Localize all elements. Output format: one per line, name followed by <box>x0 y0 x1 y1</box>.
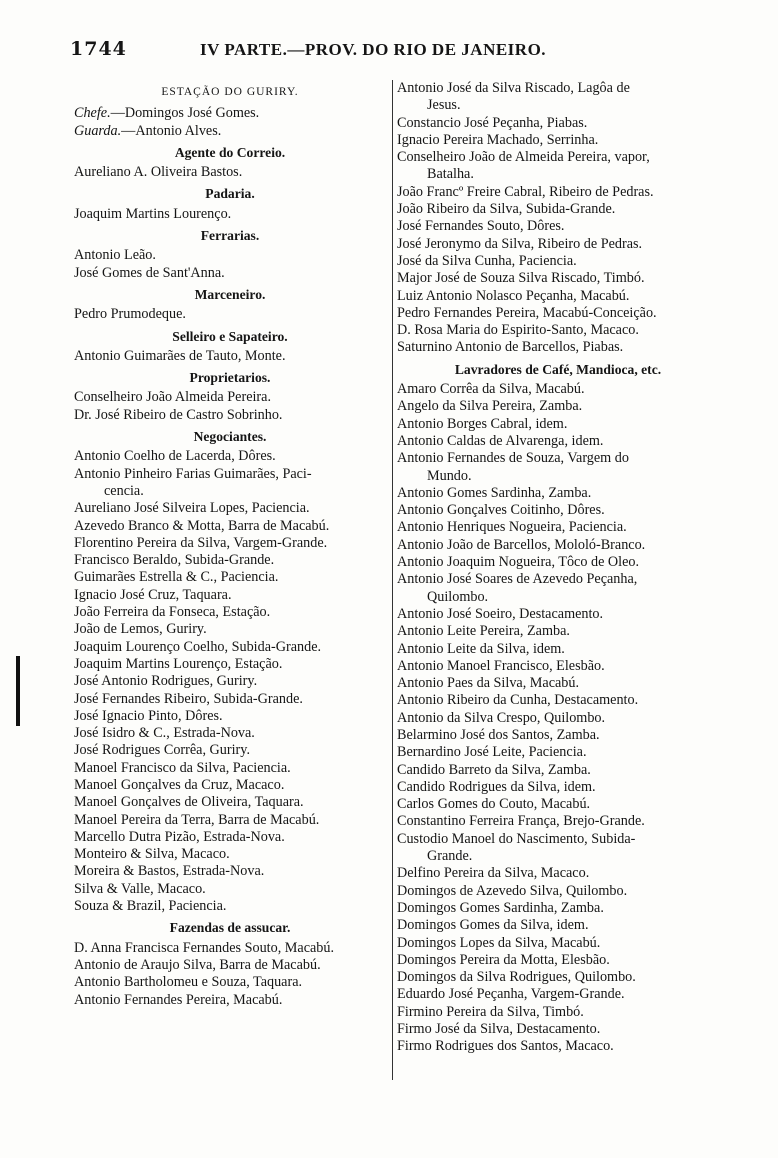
list-item: Domingos Gomes Sardinha, Zamba. <box>397 899 604 916</box>
list-item: José Antonio Rodrigues, Guriry. <box>74 673 258 690</box>
list-item: Marcello Dutra Pizão, Estrada-Nova. <box>74 828 285 845</box>
list-item: Angelo da Silva Pereira, Zamba. <box>397 398 583 415</box>
page-number: 1744 <box>70 38 127 60</box>
ferrarias-heading: Ferrarias. <box>200 228 260 244</box>
fazendas-list <box>74 940 386 1009</box>
page-header <box>70 36 720 66</box>
agente-heading: Agente do Correio. <box>174 144 286 160</box>
negociantes-list <box>74 448 386 915</box>
list-item: Manoel Gonçalves de Oliveira, Taquara. <box>74 794 304 811</box>
list-item: Ignacio José Cruz, Taquara. <box>74 586 232 603</box>
list-item: Domingos Gomes da Silva, idem. <box>397 917 589 934</box>
list-item: Antonio José Soeiro, Destacamento. <box>397 605 604 622</box>
list-item: João de Lemos, Guriry. <box>74 621 207 638</box>
list-item: Antonio João de Barcellos, Mololó-Branco. <box>397 536 646 553</box>
list-item: Domingos Pereira da Motta, Elesbão. <box>397 951 610 968</box>
list-item: Candido Barreto da Silva, Zamba. <box>397 761 591 778</box>
running-title: IV PARTE.—PROV. DO RIO DE JANEIRO. <box>200 40 547 59</box>
padaria-heading: Padaria. <box>205 186 255 202</box>
list-item: Joaquim Martins Lourenço, Estação. <box>74 655 283 672</box>
list-item: José Fernandes Ribeiro, Subida-Grande. <box>74 690 303 707</box>
negociantes-heading: Negociantes. <box>193 429 267 445</box>
station-heading: ESTAÇÃO DO GURIRY. <box>161 86 299 98</box>
list-item: José Ignacio Pinto, Dôres. <box>74 707 223 724</box>
list-item: João Ferreira da Fonseca, Estação. <box>74 604 271 621</box>
list-item: Antonio Gonçalves Coitinho, Dôres. <box>397 502 605 519</box>
list-item: Conselheiro João de Almeida Pereira, vapor, <box>397 149 650 166</box>
list-item: Antonio Guimarães de Tauto, Monte. <box>74 347 286 364</box>
list-item: Antonio Fernandes Pereira, Macabú. <box>74 991 283 1008</box>
list-item: Antonio Fernandes de Souza, Vargem do <box>397 450 629 467</box>
list-item: Constantino Ferreira França, Brejo-Grande. <box>397 813 645 830</box>
list-item: D. Rosa Maria do Espirito-Santo, Macaco. <box>397 322 639 339</box>
list-item: Delfino Pereira da Silva, Macaco. <box>397 865 590 882</box>
selleiro-heading: Selleiro e Sapateiro. <box>172 328 288 344</box>
lavradores-list <box>397 381 719 1056</box>
list-item: Domingos de Azevedo Silva, Quilombo. <box>397 882 628 899</box>
list-item: José Fernandes Souto, Dôres. <box>397 218 565 235</box>
list-item: Antonio Coelho de Lacerda, Dôres. <box>74 448 276 465</box>
list-item: Aureliano José Silveira Lopes, Paciencia. <box>74 500 310 517</box>
list-item: Pedro Fernandes Pereira, Macabú-Conceição. <box>397 304 657 321</box>
list-item: cencia. <box>104 482 144 499</box>
list-item: Joaquim Lourenço Coelho, Subida-Grande. <box>74 638 322 655</box>
list-item: José Rodrigues Corrêa, Guriry. <box>74 742 250 759</box>
list-item: João Francº Freire Cabral, Ribeiro de Pedras. <box>397 183 654 200</box>
list-item: Firmino Pereira da Silva, Timbó. <box>397 1003 584 1020</box>
list-item: Antonio Henriques Nogueira, Paciencia. <box>397 519 627 536</box>
proprietarios-heading: Proprietarios. <box>189 370 271 386</box>
list-item: Souza & Brazil, Paciencia. <box>74 898 227 915</box>
list-item: Jesus. <box>427 97 461 114</box>
list-item: Eduardo José Peçanha, Vargem-Grande. <box>397 986 625 1003</box>
fazendas-heading: Fazendas de assucar. <box>169 920 291 936</box>
list-item: Belarmino José dos Santos, Zamba. <box>397 726 600 743</box>
list-item: Firmo José da Silva, Destacamento. <box>397 1021 601 1038</box>
list-item: Florentino Pereira da Silva, Vargem-Grande. <box>74 534 328 551</box>
list-item: Candido Rodrigues da Silva, idem. <box>397 778 596 795</box>
list-item: Custodio Manoel do Nascimento, Subida- <box>397 830 636 847</box>
list-item: Amaro Corrêa da Silva, Macabú. <box>397 381 585 398</box>
list-item: Antonio de Araujo Silva, Barra de Macabú. <box>74 956 321 973</box>
marceneiro-heading: Marceneiro. <box>194 286 266 302</box>
list-item: Francisco Beraldo, Subida-Grande. <box>74 552 275 569</box>
list-item: Manoel Gonçalves da Cruz, Macaco. <box>74 776 285 793</box>
list-item: José Jeronymo da Silva, Ribeiro de Pedras. <box>397 235 643 252</box>
left-column <box>74 80 386 1009</box>
list-item: Saturnino Antonio de Barcellos, Piabas. <box>397 339 624 356</box>
list-item: Antonio Paes da Silva, Macabú. <box>397 675 580 692</box>
proprietors-continued-list <box>397 80 719 357</box>
list-item: Manoel Pereira da Terra, Barra de Macabú. <box>74 811 320 828</box>
list-item: Antonio Borges Cabral, idem. <box>397 415 568 432</box>
list-item: Dr. José Ribeiro de Castro Sobrinho. <box>74 406 283 423</box>
right-column <box>392 80 719 1080</box>
list-item: José Isidro & C., Estrada-Nova. <box>74 725 255 742</box>
list-item: Antonio Ribeiro da Cunha, Destacamento. <box>397 692 639 709</box>
list-item: Antonio José Soares de Azevedo Peçanha, <box>397 571 638 588</box>
list-item: Monteiro & Silva, Macaco. <box>74 846 230 863</box>
list-item: Guimarães Estrella & C., Paciencia. <box>74 569 279 586</box>
list-item: Antonio Gomes Sardinha, Zamba. <box>397 484 592 501</box>
list-item: Antonio Bartholomeu e Souza, Taquara. <box>74 974 303 991</box>
list-item: Moreira & Bastos, Estrada-Nova. <box>74 863 265 880</box>
list-item: Antonio Joaquim Nogueira, Tôco de Oleo. <box>397 554 640 571</box>
list-item: Carlos Gomes do Couto, Macabú. <box>397 796 591 813</box>
list-item: Antonio Pinheiro Farias Guimarães, Paci- <box>74 465 312 482</box>
list-item: Conselheiro João Almeida Pereira. <box>74 389 271 406</box>
list-item: Pedro Prumodeque. <box>74 306 186 323</box>
list-item: Mundo. <box>427 467 472 484</box>
list-item: Antonio Leite Pereira, Zamba. <box>397 623 570 640</box>
list-item: Grande. <box>427 848 473 865</box>
list-item: Ignacio Pereira Machado, Serrinha. <box>397 131 599 148</box>
list-item: João Ribeiro da Silva, Subida-Grande. <box>397 201 616 218</box>
list-item: Major José de Souza Silva Riscado, Timbó. <box>397 270 645 287</box>
list-item: Firmo Rodrigues dos Santos, Macaco. <box>397 1038 614 1055</box>
chefe-line <box>74 105 386 122</box>
list-item: Quilombo. <box>427 588 489 605</box>
list-item: Bernardino José Leite, Paciencia. <box>397 744 587 761</box>
list-item: Luiz Antonio Nolasco Peçanha, Macabú. <box>397 287 630 304</box>
list-item: Joaquim Martins Lourenço. <box>74 205 232 222</box>
list-item: Silva & Valle, Macaco. <box>74 880 206 897</box>
list-item: Antonio José da Silva Riscado, Lagôa de <box>397 80 630 96</box>
lavradores-heading: Lavradores de Café, Mandioca, etc. <box>454 361 662 377</box>
list-item: José Gomes de Sant'Anna. <box>74 264 225 281</box>
list-item: Manoel Francisco da Silva, Paciencia. <box>74 759 291 776</box>
list-item: Domingos da Silva Rodrigues, Quilombo. <box>397 969 636 986</box>
margin-mark <box>16 656 20 726</box>
list-item: Antonio Leão. <box>74 247 156 264</box>
guarda-label: Guarda. <box>74 122 122 139</box>
list-item: Aureliano A. Oliveira Bastos. <box>74 164 243 181</box>
list-item: Constancio José Peçanha, Piabas. <box>397 114 588 131</box>
list-item: Antonio da Silva Crespo, Quilombo. <box>397 709 606 726</box>
guarda-line <box>74 123 386 140</box>
list-item: Domingos Lopes da Silva, Macabú. <box>397 934 601 951</box>
guarda-name: —Antonio Alves. <box>121 122 222 139</box>
list-item: Batalha. <box>427 166 474 183</box>
list-item: D. Anna Francisca Fernandes Souto, Macabú. <box>74 939 335 956</box>
list-item: Antonio Caldas de Alvarenga, idem. <box>397 432 604 449</box>
list-item: Azevedo Branco & Motta, Barra de Macabú. <box>74 517 330 534</box>
list-item: José da Silva Cunha, Paciencia. <box>397 252 577 269</box>
list-item: Antonio Manoel Francisco, Elesbão. <box>397 657 605 674</box>
chefe-name: —Domingos José Gomes. <box>110 105 260 122</box>
chefe-label: Chefe. <box>74 105 111 122</box>
list-item: Antonio Leite da Silva, idem. <box>397 640 565 657</box>
